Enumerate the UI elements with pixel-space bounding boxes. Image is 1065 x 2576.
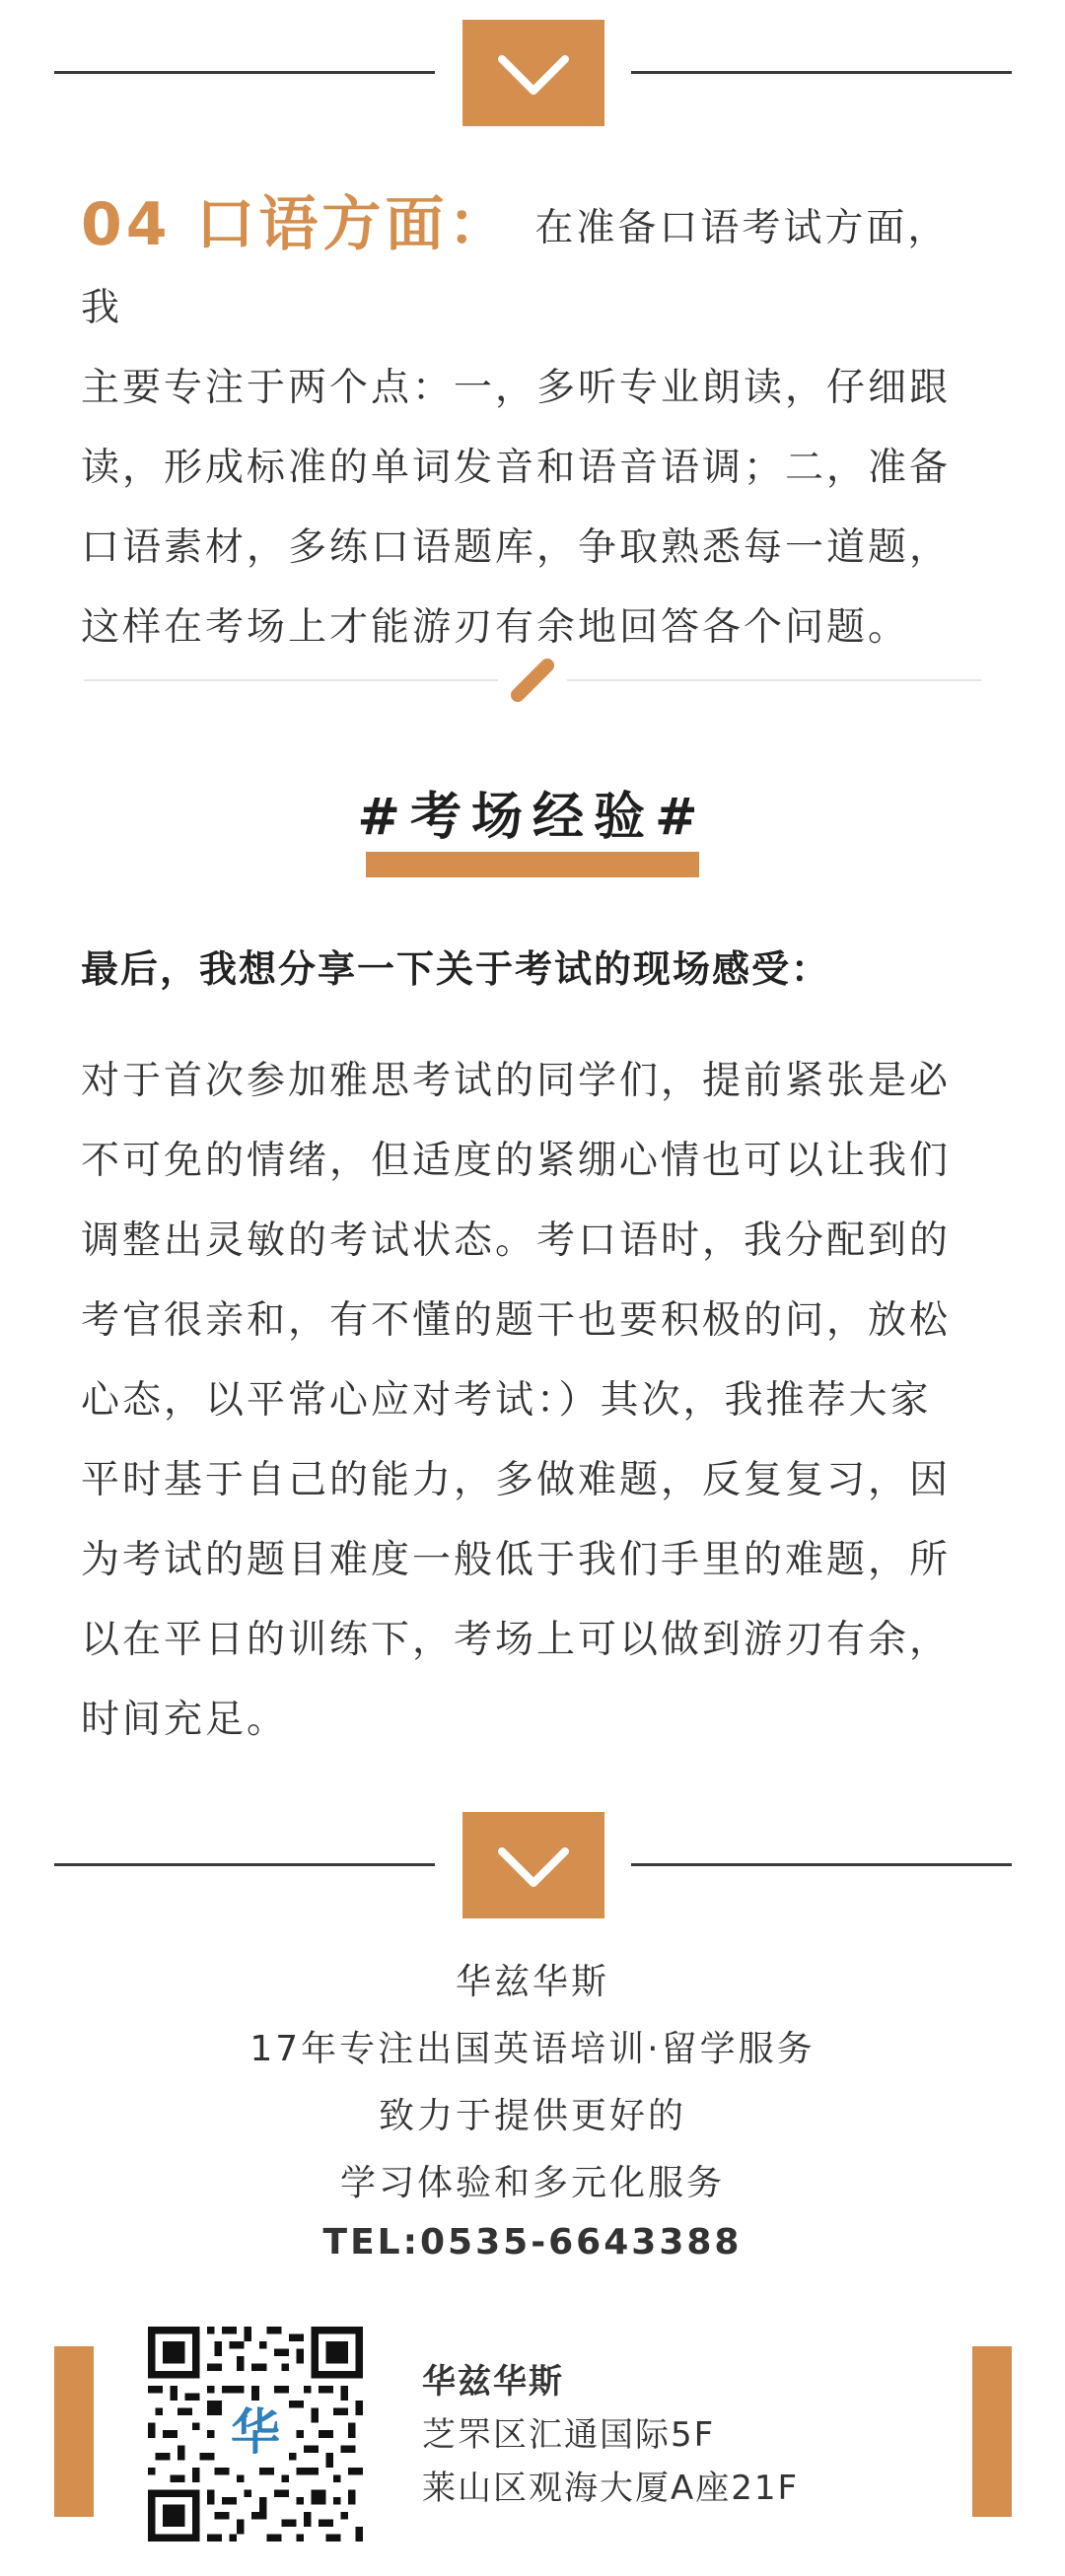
experience-line-5: 心态，以平常心应对考试：）其次，我推荐大家 [81, 1378, 932, 1423]
oral-line-4: 口语素材，多练口语题库，争取熟悉每一道题， [81, 525, 952, 570]
oral-line-2: 主要专注于两个点：一，多听专业朗读，仔细跟 [81, 366, 952, 410]
bottom-rule-right [631, 1863, 1012, 1866]
oral-line-1 [81, 185, 988, 348]
experience-line-7: 为考试的题目难度一般低于我们手里的难题，所 [81, 1538, 952, 1582]
title-underline-bar [366, 852, 699, 877]
experience-paragraph [81, 1041, 988, 1760]
experience-line-9: 时间充足。 [81, 1698, 289, 1742]
footer-tagline-1: 17年专注出国英语培训·留学服务 [249, 2029, 816, 2069]
experience-line-8: 以在平日的训练下，考场上可以做到游刃有余， [81, 1618, 952, 1662]
chevron-down-icon [462, 1812, 604, 1918]
qr-code [148, 2327, 363, 2541]
footer-brand: 华兹华斯 [455, 1962, 609, 2002]
oral-heading: 04 口语方面： [81, 190, 512, 259]
oral-line-1-text: 在准备口语考试方面，我 [81, 206, 950, 330]
footer-tagline-2: 致力于提供更好的 [378, 2096, 686, 2136]
oral-line-5: 这样在考场上才能游刃有余地回答各个问题。 [81, 605, 910, 650]
footer-tagline-3: 学习体验和多元化服务 [339, 2163, 725, 2203]
lead-sentence: 最后，我想分享一下关于考试的现场感受： [81, 947, 831, 991]
pen-slash-icon [503, 651, 562, 710]
experience-line-3: 调整出灵敏的考试状态。考口语时，我分配到的 [81, 1218, 952, 1263]
experience-line-6: 平时基于自己的能力，多做难题，反复复习，因 [81, 1458, 952, 1502]
address-line-1: 芝罘区汇通国际5F [422, 2415, 716, 2455]
top-rule-right [631, 71, 1012, 74]
experience-line-2: 不可免的情绪，但适度的紧绷心情也可以让我们 [81, 1139, 952, 1183]
chevron-down-icon [462, 20, 604, 126]
left-accent-bar [54, 2346, 94, 2517]
qr-center-logo: 华 [231, 2403, 280, 2461]
top-chevron-box [462, 20, 604, 126]
footer-tel: TEL:0535-6643388 [322, 2222, 743, 2263]
right-accent-bar [972, 2346, 1012, 2517]
top-rule-left [54, 71, 435, 74]
address-title: 华兹华斯 [422, 2362, 564, 2402]
mid-divider-right [567, 679, 981, 681]
oral-line-3: 读，形成标准的单词发音和语音语调；二，准备 [81, 446, 952, 490]
section-title: #考场经验# [357, 788, 708, 847]
address-line-2: 莱山区观海大厦A座21F [422, 2469, 800, 2508]
bottom-chevron-box [462, 1812, 604, 1918]
experience-line-4: 考官很亲和，有不懂的题干也要积极的问，放松 [81, 1298, 952, 1343]
experience-line-1: 对于首次参加雅思考试的同学们，提前紧张是必 [81, 1059, 952, 1103]
bottom-rule-left [54, 1863, 435, 1866]
oral-paragraph [81, 185, 988, 667]
mid-divider-left [84, 679, 498, 681]
